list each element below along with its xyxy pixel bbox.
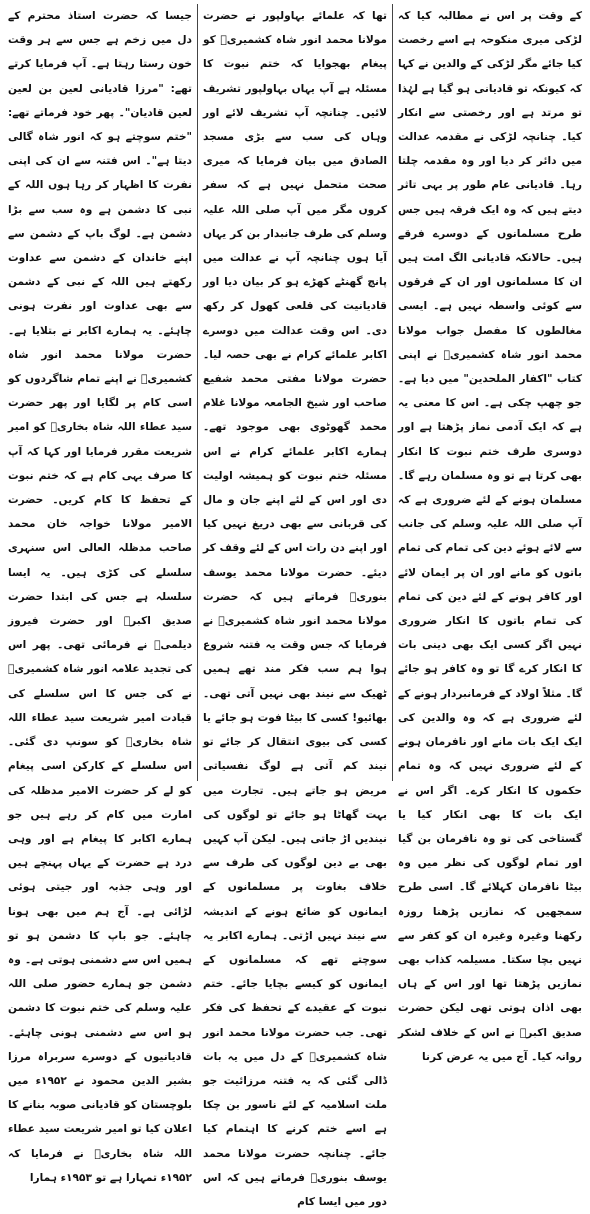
column-divider xyxy=(197,4,198,781)
column-middle-text: تھا کہ علمائے بہاولپور نے حضرت مولانا محمد انور شاہ کشمیریؒ کو پیغام بھجوایا کہ ختم نبوت کا مسئلہ ہے آپ یہاں بہاولپور تشریف لائیں۔ چنانچہ آپ تشریف لائے اور وہاں کی سب سے بڑی مسجد الصادق میں بیان فرمایا کہ میری صحت متحمل نہیں ہے کہ سفر کروں مگر میں آپ صلی اللہ علیہ وسلم کی طرف جانبدار بن کر یہاں آیا ہوں چنانچہ آپ نے عدالت میں پانچ گھنٹے کھڑے ہو کر بیان دیا اور قادیانیت کی قلعی کھول کر رکھ دی۔ اس وقت عدالت میں دوسرے اکابر علمائے کرام نے بھی حصہ لیا۔ حضرت مولانا مفتی محمد شفیع صاحب اور شیخ الجامعہ مولانا غلام محمد گھوٹوی بھی موجود تھے۔ ہمارے اکابر علمائے کرام نے اس مسئلہ ختم نبوت کو ہمیشہ اولیت دی اور اس کے لئے اپنے جان و مال کی قربانی سے بھی دریغ نہیں کیا اور اپنے دن رات اس کے لئے وقف کر دیئے۔ حضرت مولانا محمد یوسف بنوریؒ فرماتے ہیں کہ حضرت مولانا محمد انور شاہ کشمیریؒ نے فرمایا کہ جس وقت یہ فتنہ شروع ہوا ہم سب فکر مند تھے ہمیں ٹھیک سے نیند بھی نہیں آتی تھی۔ بھائیو! کسی کا بیٹا فوت ہو جائے یا کسی کی بیوی انتقال کر جائے تو نیند کم آتی ہے لوگ نفسیاتی مریض ہو جاتے ہیں۔ تجارت میں بہت گھاٹا ہو جائے تو لوگوں کی نیندیں اڑ جاتی ہیں۔ لیکن آپ کہیں بھی بے دین لوگوں کی طرف سے خلاف بغاوت پر مسلمانوں کے ایمانوں کو ضائع ہونے کے اندیشہ سے نیند نہیں اڑتی۔ ہمارے اکابر یہ سوچتے تھے کہ مسلمانوں کے ایمانوں کو کیسے بچایا جائے۔ ختم نبوت کے عقیدے کے تحفظ کی فکر تھی۔ جب حضرت مولانا محمد انور شاہ کشمیریؒ کے دل میں یہ بات ڈالی گئی کہ یہ فتنہ مرزائیت جو ملت اسلامیہ کے لئے ناسور بن چکا ہے اسے ختم کرنے کا اہتمام کیا جائے۔ چنانچہ حضرت مولانا محمد یوسف بنوریؒ فرماتے ہیں کہ اس دور میں ایسا کام xyxy=(203,10,387,1208)
column-middle xyxy=(198,4,392,1208)
column-left xyxy=(3,4,197,1184)
column-right-text: کے وقت پر اس نے مطالبہ کیا کہ لڑکی میری منکوحہ ہے اسے رخصت کیا جائے مگر لڑکی کے والدین نے کہا کہ کیونکہ تو قادیانی ہو گیا ہے لہٰذا تو مرتد ہے اور رخصتی سے انکار کیا۔ چنانچہ لڑکی نے مقدمہ عدالت میں دائر کر دیا اور وہ مقدمہ چلتا رہا۔ قادیانی عام طور پر یہی تاثر دیتے ہیں کہ وہ ایک فرقہ ہیں جس طرح مسلمانوں کے دوسرے فرقے ہیں۔ حالانکہ قادیانی الگ امت ہیں ان کا مسلمانوں اور ان کے فرقوں سے کوئی واسطہ نہیں ہے۔ ایسی مغالطوں کا مفصل جواب مولانا محمد انور شاہ کشمیریؒ نے اپنی کتاب "اکفار الملحدین" میں دیا ہے۔ جو چھپ چکی ہے۔ اس کا معنی یہ ہے کہ ایک آدمی نماز پڑھتا ہے اور دوسری طرف ختم نبوت کا انکار بھی کرتا ہے تو وہ مسلمان رہے گا۔ مسلمان ہونے کے لئے ضروری ہے کہ آپ صلی اللہ علیہ وسلم کی جانب سے لائے ہوئے دین کی تمام کی تمام باتوں کو مانے اور ان پر ایمان لائے اور کافر ہونے کے لئے دین کی تمام کی تمام باتوں کا انکار ضروری نہیں اگر کسی ایک بھی دینی بات کا انکار کرے گا تو وہ کافر ہو جائے گا۔ مثلاً اولاد کے فرمانبردار ہونے کے لئے ضروری ہے کہ وہ والدین کی ایک ایک بات مانے اور نافرمان ہونے کے لئے ضروری نہیں کہ وہ تمام حکموں کا انکار کرے۔ اگر اس نے ایک بات کا بھی انکار کیا یا گستاخی کی تو وہ نافرمان بن گیا اور تمام لوگوں کی نظر میں وہ بیٹا نافرمان کہلائے گا۔ اسی طرح سمجھیں کہ نمازیں پڑھنا روزہ رکھنا وغیرہ وغیرہ ان کو کفر سے نہیں بچا سکتا۔ مسیلمہ کذاب بھی نمازیں پڑھتا تھا اور اس کے ہاں بھی اذان ہوتی تھی لیکن حضرت صدیق اکبرؓ نے اس کے خلاف لشکر روانہ کیا۔ آج میں یہ عرض کرنا xyxy=(398,10,582,1063)
column-divider xyxy=(392,4,393,781)
column-right xyxy=(393,4,587,1063)
column-left-text: جیسا کہ حضرت استاذ محترم کے دل میں زخم ہے جس سے ہر وقت خون رستا رہتا ہے۔ آپ فرمایا کرتے تھے: "مرزا قادیانی لعین بن لعین لعین قادیان"۔ پھر خود فرماتے تھے: "ختم سوچتے ہو کہ انور شاہ گالی دیتا ہے"۔ اس فتنہ سے ان کی اپنی نفرت کا اظہار کر رہا ہوں اللہ کے نبی کا دشمن ہے وہ سب سے بڑا دشمن ہے۔ لوگ باپ کے دشمن سے اپنے خاندان کے دشمن سے عداوت رکھتے ہیں اللہ کے نبی کے دشمن سے بھی عداوت اور نفرت ہونی چاہئے۔ یہ ہمارے اکابر نے بتلایا ہے۔ حضرت مولانا محمد انور شاہ کشمیریؒ نے اپنے تمام شاگردوں کو اسی کام پر لگایا اور پھر حضرت سید عطاء اللہ شاہ بخاریؒ کو امیر شریعت مقرر فرمایا اور کہا کہ آپ کا صرف یہی کام ہے کہ ختم نبوت کے تحفظ کا کام کریں۔ حضرت الامیر مولانا خواجہ خان محمد صاحب مدظلہ العالی اس سنہری سلسلے کی کڑی ہیں۔ یہ ایسا سلسلہ ہے جس کی ابتدا حضرت صدیق اکبرؓ اور حضرت فیروز دیلمیؓ نے فرمائی تھی۔ پھر اس کی تجدید علامہ انور شاہ کشمیریؒ نے کی جس کا اس سلسلے کی قیادت امیر شریعت سید عطاء اللہ شاہ بخاریؒ کو سونپ دی گئی۔ اس سلسلے کے کارکن اسی پیغام کو لے کر حضرت الامیر مدظلہ کی امارت میں کام کر رہے ہیں جو ہمارے اکابر کا پیغام ہے اور وہی درد ہے حضرت کے یہاں پہنچے ہیں اور وہی جذبہ اور جیتی ہوئی لڑائی ہے۔ آج ہم میں بھی ہونا چاہئے۔ جو باپ کا دشمن ہو تو ہمیں اس سے دشمنی ہوتی ہے۔ وہ دشمن جو ہمارے حضور صلی اللہ علیہ وسلم کی ختم نبوت کا دشمن ہو اس سے دشمنی ہونی چاہئے۔ قادیانیوں کے دوسرے سربراہ مرزا بشیر الدین محمود نے ۱۹۵۲ء میں بلوچستان کو قادیانی صوبہ بنانے کا اعلان کیا تو امیر شریعت سید عطاء اللہ شاہ بخاریؒ نے فرمایا کہ ۱۹۵۲ء تمہارا ہے تو ۱۹۵۳ء ہمارا xyxy=(8,10,192,1184)
article-columns xyxy=(3,4,587,1208)
